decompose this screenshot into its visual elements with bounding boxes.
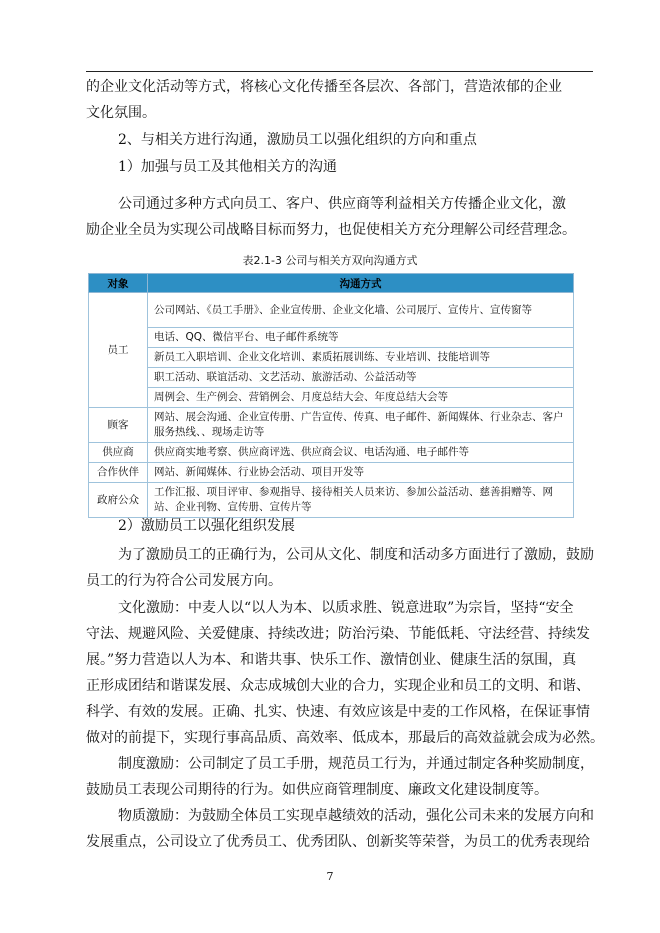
method-cell: 周例会、生产例会、营销例会、月度总结大会、年度总结大会等: [148, 388, 574, 408]
method-cell: 网站、新闻媒体、行业协会活动、项目开发等: [148, 463, 574, 483]
paragraph-line: 正形成团结和谐谋发展、众志成城创大业的合力，实现企业和员工的文明、和谐、: [86, 678, 590, 694]
paragraph-line: 守法、规避风险、关爱健康、持续改进；防治污染、节能低耗、守法经营、持续发: [86, 626, 590, 642]
subsection-heading: 2）激励员工以强化组织发展: [118, 518, 295, 534]
method-cell: 公司网站、《员工手册》、企业宣传册、企业文化墙、公司展厅、宣传片、宣传窗等: [148, 293, 574, 328]
paragraph-line: 科学、有效的发展。正确、扎实、快速、有效应该是中麦的工作风格，在保证事情: [86, 704, 590, 720]
table-row: [89, 388, 574, 408]
paragraph-line: 的企业文化活动等方式，将核心文化传播至各层次、各部门，营造浓郁的企业: [86, 79, 562, 95]
table-row: [89, 443, 574, 463]
table-row: [89, 408, 574, 443]
table-row: [89, 348, 574, 368]
table-row: [89, 293, 574, 328]
table-row: [89, 328, 574, 348]
paragraph-line: 公司通过多种方式向员工、客户、供应商等利益相关方传播企业文化，激: [118, 196, 566, 212]
communication-table: [88, 273, 574, 518]
paragraph-line: 做对的前提下，实现行事高品质、高效率、低成本，那最后的高效益就会成为必然。: [86, 730, 604, 746]
column-header-method: 沟通方式: [148, 274, 574, 293]
column-header-object: 对象: [89, 274, 148, 293]
method-cell: 网站、展会沟通、企业宣传册、广告宣传、传真、电子邮件、新闻媒体、行业杂志、客户服务热线、、现场走访等: [148, 408, 574, 443]
paragraph-line: 发展重点，公司设立了优秀员工、优秀团队、创新奖等荣誉，为员工的优秀表现给: [86, 834, 590, 850]
method-cell: 职工活动、联谊活动、文艺活动、旅游活动、公益活动等: [148, 368, 574, 388]
paragraph-line: 物质激励：为鼓励全体员工实现卓越绩效的活动，强化公司未来的发展方向和: [118, 808, 594, 824]
paragraph-line: 鼓励员工表现公司期待的行为。如供应商管理制度、廉政文化建设制度等。: [86, 782, 548, 798]
table-row: [89, 368, 574, 388]
paragraph-line: 励企业全员为实现公司战略目标而努力，也促使相关方充分理解公司经营理念。: [86, 222, 576, 238]
table-caption: 表2.1-3 公司与相关方双向沟通方式: [242, 254, 418, 267]
method-cell: 工作汇报、项目评审、参观指导、接待相关人员来访、参加公益活动、慈善捐赠等、网站、企业刊物、宣传册、宣传片等: [148, 483, 574, 518]
paragraph-line: 为了激励员工的正确行为，公司从文化、制度和活动多方面进行了激励，鼓励: [118, 547, 594, 563]
table-row: [89, 463, 574, 483]
paragraph-line: 展。”努力营造以人为本、和谐共事、快乐工作、激情创业、健康生活的氛围，真: [86, 652, 577, 668]
subsection-heading: 1）加强与员工及其他相关方的沟通: [118, 159, 337, 175]
method-cell: 供应商实地考察、供应商评选、供应商会议、电话沟通、电子邮件等: [148, 443, 574, 463]
object-cell: 政府公众: [89, 483, 148, 518]
paragraph-line: 文化激励：中麦人以“以人为本、以质求胜、锐意进取”为宗旨，坚持“安全: [118, 600, 574, 616]
paragraph-line: 制度激励：公司制定了员工手册，规范员工行为，并通过制定各种奖励制度，: [118, 756, 594, 772]
object-cell: 供应商: [89, 443, 148, 463]
object-cell: 员工: [89, 293, 148, 408]
table-header-row: [89, 274, 574, 293]
object-cell: 顾客: [89, 408, 148, 443]
paragraph-line: 文化氛围。: [86, 105, 156, 121]
table-row: [89, 483, 574, 518]
method-cell: 新员工入职培训、企业文化培训、素质拓展训练、专业培训、技能培训等: [148, 348, 574, 368]
method-cell: 电话、QQ、微信平台、电子邮件系统等: [148, 328, 574, 348]
header-rule: [86, 71, 593, 72]
object-cell: 合作伙伴: [89, 463, 148, 483]
section-heading: 2、与相关方进行沟通，激励员工以强化组织的方向和重点: [118, 132, 477, 148]
page-number: 7: [326, 870, 334, 883]
paragraph-line: 员工的行为符合公司发展方向。: [86, 573, 282, 589]
